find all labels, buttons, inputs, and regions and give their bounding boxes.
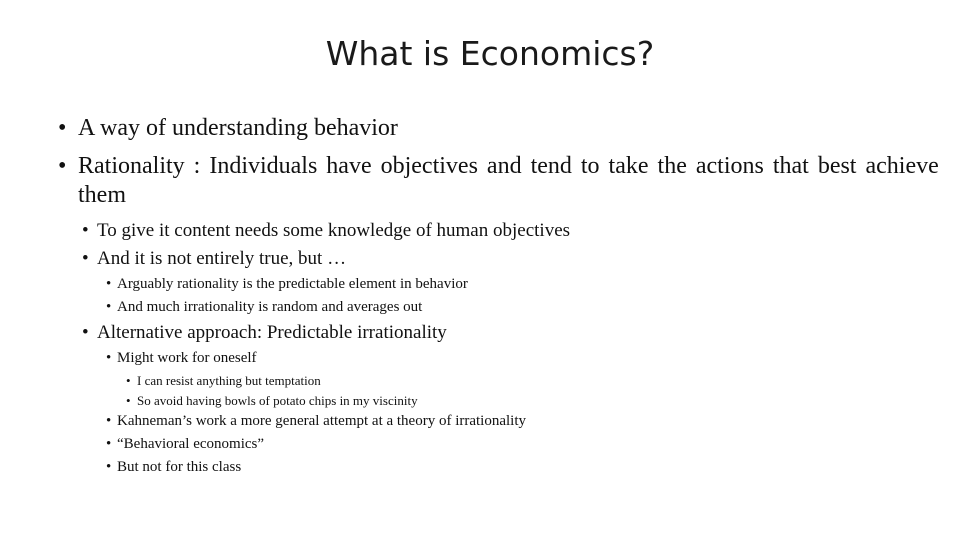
bullet-icon: • (82, 220, 89, 241)
sub-bullet-item (58, 321, 958, 345)
bullet-icon: • (58, 115, 67, 141)
sub-sub-bullet-item (58, 412, 958, 431)
bullet-icon: • (82, 322, 89, 343)
sub-sub-bullet-item (58, 275, 958, 294)
bullet-icon: • (106, 299, 112, 315)
bullet-icon: • (106, 276, 112, 292)
bullet-icon: • (106, 459, 112, 475)
bullet-list (58, 114, 958, 481)
bullet-text: A way of understanding behavior (78, 115, 398, 141)
bullet-text: And much irrationality is random and averages out (117, 299, 423, 315)
bullet-icon: • (58, 153, 67, 179)
bullet-icon: • (106, 350, 112, 366)
slide-title: What is Economics? (325, 34, 655, 73)
bullet-text: Kahneman’s work a more general attempt at a theory of irrationality (117, 413, 527, 429)
sub-sub-bullet-item (58, 349, 958, 368)
sub-sub-bullet-item (58, 458, 958, 477)
sub-bullet-item (58, 247, 958, 271)
bullet-text: I can resist anything but temptation (137, 373, 321, 388)
bullet-icon: • (126, 393, 131, 408)
bullet-text: Rationality : Individuals have objectives and tend to take the actions that best achieve them (78, 153, 939, 208)
bullet-item (58, 152, 958, 210)
bullet-text: Alternative approach: Predictable irrationality (97, 322, 447, 343)
level4-bullet-item (58, 392, 958, 409)
sub-sub-bullet-item (58, 298, 958, 317)
bullet-text: But not for this class (117, 459, 242, 475)
level4-bullet-item (58, 372, 958, 389)
bullet-text: Might work for oneself (117, 350, 257, 366)
bullet-item (58, 114, 958, 143)
sub-bullet-item (58, 219, 958, 243)
bullet-icon: • (106, 413, 112, 429)
bullet-icon: • (82, 248, 89, 269)
sub-sub-bullet-item (58, 435, 958, 454)
bullet-text: To give it content needs some knowledge of human objectives (97, 220, 571, 241)
bullet-icon: • (106, 436, 112, 452)
bullet-text: So avoid having bowls of potato chips in my viscinity (137, 393, 418, 408)
bullet-text: “Behavioral economics” (117, 436, 265, 452)
bullet-text: Arguably rationality is the predictable element in behavior (117, 276, 468, 292)
bullet-text: And it is not entirely true, but … (97, 248, 347, 269)
bullet-icon: • (126, 373, 131, 388)
